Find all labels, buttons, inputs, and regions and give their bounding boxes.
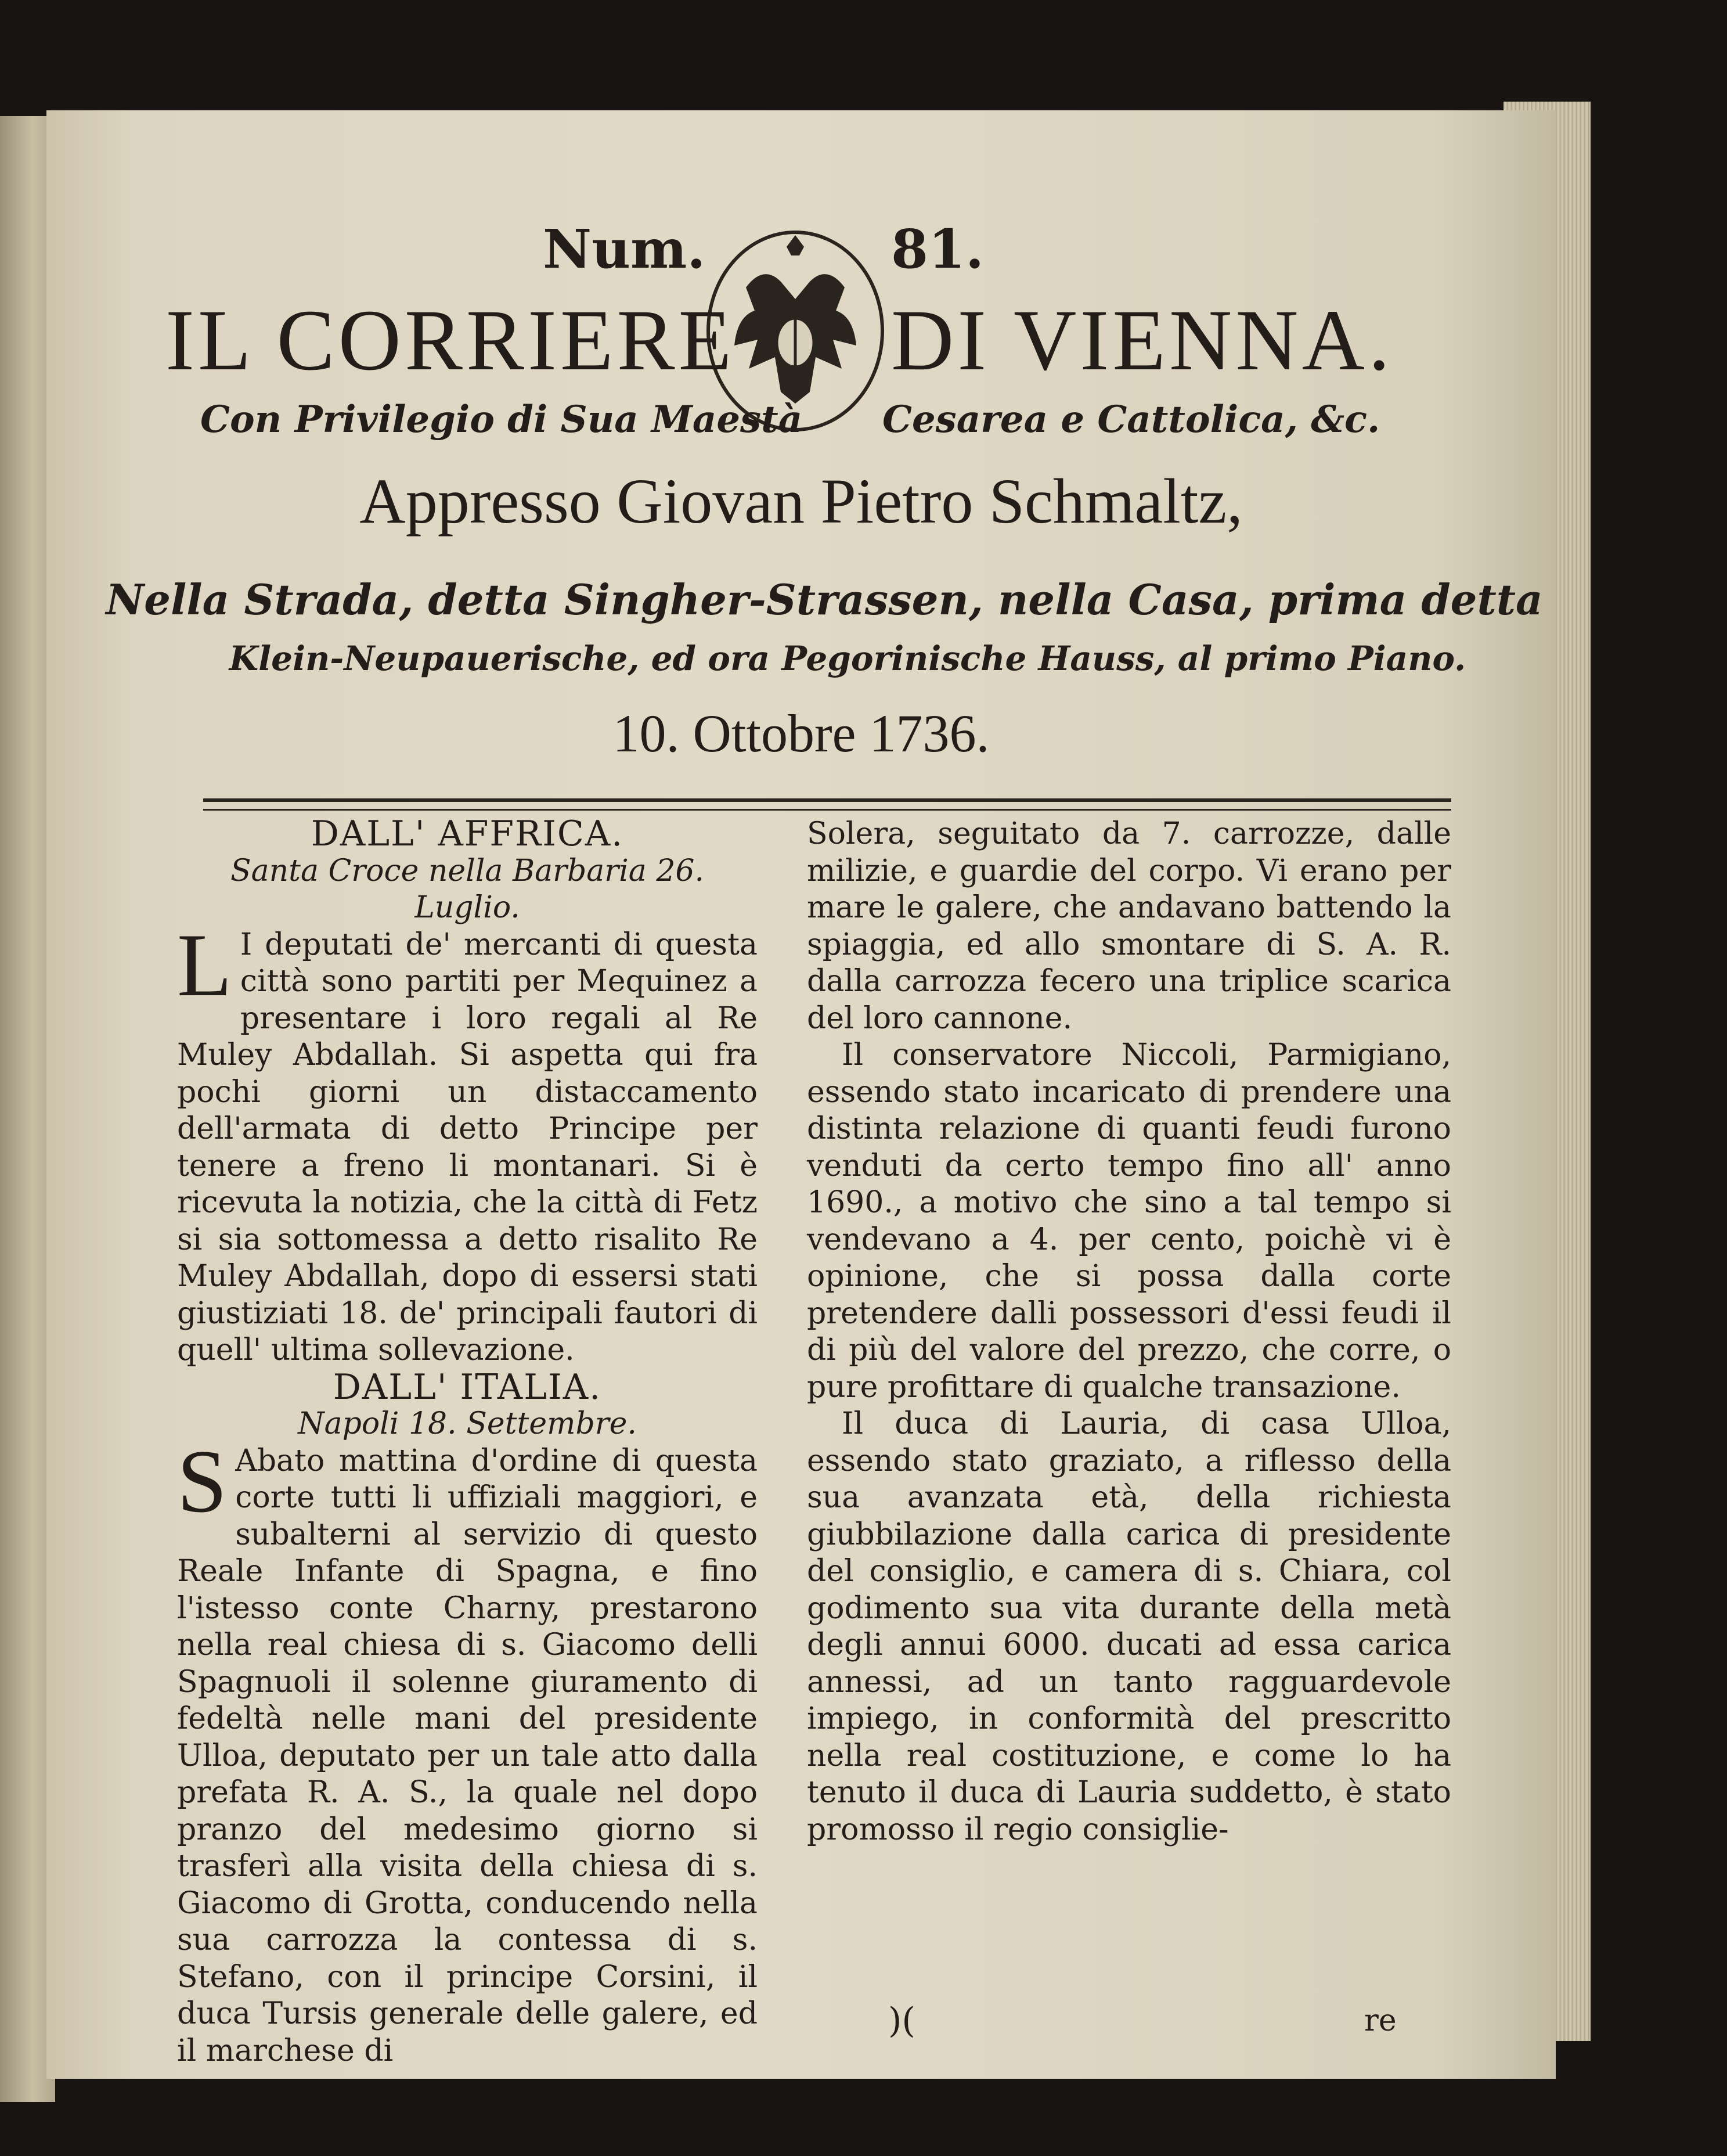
article-napoli-text: Abato mattina d'ordine di questa corte tutti li uffiziali maggiori, e subalterni al servizio di questo Reale Infante di Spagna, e fino l'istesso conte Charny, prestarono nella real chiesa di s. Giacomo delli Spagnuoli il solenne giuramento di fedeltà nelle mani del presidente Ulloa, deputato per un tale atto dalla prefata R. A. S., la quale nel dopo pranzo del medesimo giorno si trasferì alla visita della chiesa di s. Giacomo di Grotta, conducendo nella sua carrozza la contessa di s. Stefano, con il principe Corsini, il duca Tursis generale delle galere, ed il marchese di [177,1443,758,2068]
address-line-1: Nella Strada, detta Singher-Strassen, nella Casa, prima detta [106,575,1543,624]
drop-cap: L [177,915,232,1015]
privilege-left: Con Privilegio di Sua Maestà [200,398,803,441]
section-heading-italia: DALL' ITALIA. [333,1366,602,1408]
newspaper-page [46,110,1556,2079]
article-africa-text: I deputati de' mercanti di questa città sono partiti per Mequinez a presentare i loro regali al Re Muley Abdallah. Si aspetta qui fra pochi giorni un distaccamento dell'armata di detto Principe per tenere a freno li montanari. Si è ricevuta la notizia, che la città di Fetz si sia sottomessa a detto risalito Re Muley Abdallah, dopo di essersi stati giustiziati 18. de' principali fautori di quell' ultima sollevazione. [177,927,758,1367]
article-continued: Solera, seguitato da 7. carrozze, dalle milizie, e guardie del corpo. Vi erano per mare le galere, che andavano battendo la spiaggia, ed allo smontare di S. A. R. dalla carrozza fecero una triplice scarica del loro cannone. [807,816,1451,1036]
issue-date: 10. Ottobre 1736. [612,704,990,763]
article-lauria: Il duca di Lauria, di casa Ulloa, essendo stato graziato, a riflesso della sua avanzata età, della richiesta giubbilazione dalla carica di presidente del consiglio, e camera di s. Chiara, col godimento sua vita durante della metà degli annui 6000. ducati ad essa carica annessi, ad un tanto ragguardevole impiego, in conformità del prescritto nella real costituzione, e come lo ha tenuto il duca di Lauria suddetto, è stato promosso il regio consiglie- [807,1406,1451,1847]
address-line-2: Klein-Neupauerische, ed ora Pegorinische Hauss, al primo Piano. [229,639,1466,678]
signature-mark: )( [888,2000,915,2041]
dateline-napoli: Napoli 18. Settembre. [298,1406,637,1441]
issue-number-value: 81. [891,218,985,280]
article-niccoli: Il conservatore Niccoli, Parmigiano, essendo stato incaricato di prendere una distinta relazione di quanti feudi furono venduti da certo tempo fino all' anno 1690., a motivo che sino a tal tempo si vendevano a 4. per cento, poichè vi è opinione, che si possa dalla corte pretendere dalli possessori d'essi feudi il di più del valore del prezzo, che corre, o pure profittare di qualche transazione. [807,1038,1451,1405]
title-right: DI VIENNA. [891,292,1394,388]
issue-number-label: Num. [543,218,706,280]
title-left: IL CORRIERE [165,292,735,388]
right-column [807,816,1451,1848]
dateline-santa-croce: Santa Croce nella Barbaria 26. Luglio. [230,853,705,925]
publisher-line: Appresso Giovan Pietro Schmaltz, [359,466,1243,537]
left-column [177,816,758,2069]
section-heading-africa: DALL' AFFRICA. [311,814,624,854]
article-africa [177,915,758,1369]
article-napoli [177,1431,758,2070]
privilege-right: Cesarea e Cattolica, &c. [882,398,1380,441]
drop-cap: S [177,1431,228,1531]
catchword: re [1364,2003,1397,2038]
masthead-rule [203,798,1451,811]
